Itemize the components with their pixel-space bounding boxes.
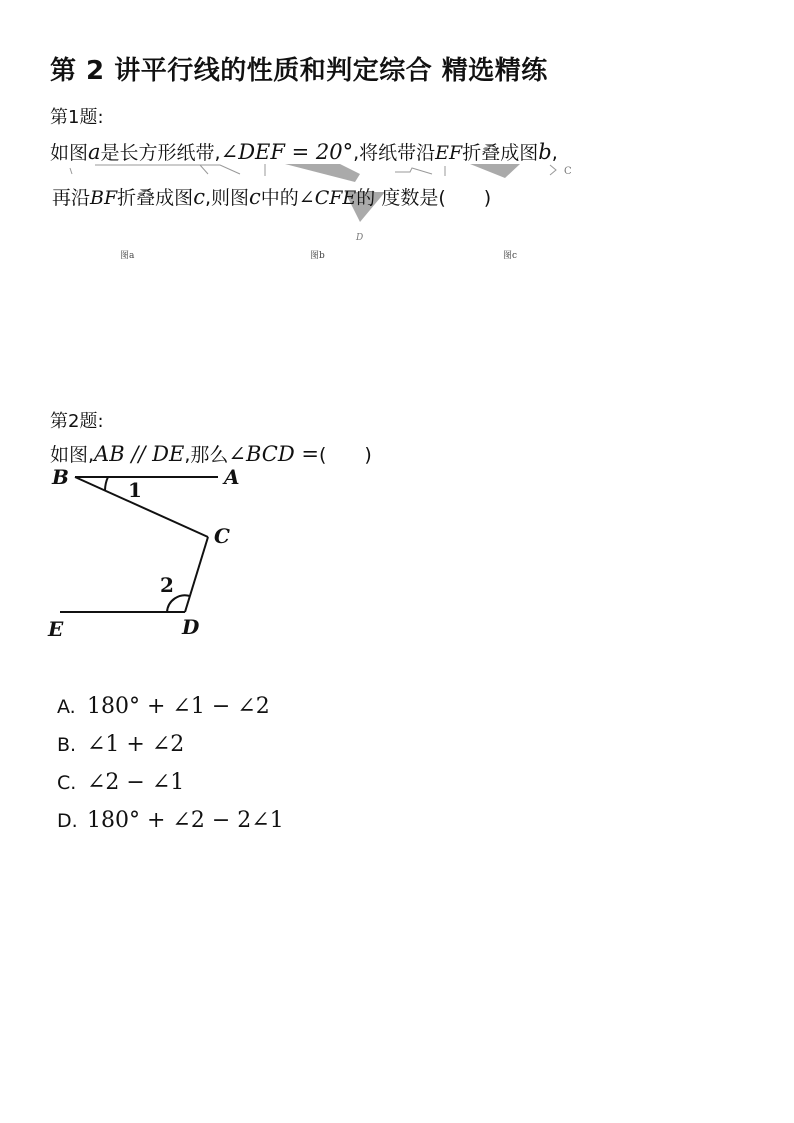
q1-text: 的 度数是( ) (356, 187, 492, 209)
q1-caption-c: 图c (503, 251, 518, 261)
q2-text: ,那么 (184, 444, 229, 466)
option-c[interactable] (57, 770, 184, 795)
option-c-expr: ∠2 − ∠1 (87, 770, 185, 795)
angle-1-label: 1 (128, 478, 142, 502)
option-d-letter: D. (57, 810, 78, 832)
point-d-label: D (182, 615, 200, 639)
q1-fold-triangle-b (285, 164, 360, 182)
q2-geometry-figure (40, 462, 270, 642)
q1-var-ef: EF (435, 142, 463, 164)
angle-1-arc (105, 477, 108, 490)
q1-text: 是长方形纸带, (100, 142, 221, 164)
q1-text: ,将纸带沿 (353, 142, 436, 164)
q1-fig-label-d: D (356, 233, 364, 243)
option-b-letter: B. (57, 734, 77, 756)
q2-parallel: AB // DE (94, 442, 185, 466)
q2-text: ( ) (318, 444, 372, 466)
q1-text: ,则图 (204, 187, 249, 209)
segment-cd (185, 537, 208, 612)
question-2-label: 第2题: (50, 411, 104, 432)
q1-text: , (551, 142, 558, 164)
q1-var-a: a (88, 140, 101, 164)
q1-var-c2: c (249, 185, 261, 209)
q1-caption-a: 图a (120, 251, 135, 261)
q1-angle-cfe: ∠CFE (298, 187, 357, 209)
point-e-label: E (48, 617, 64, 641)
q1-var-c: c (193, 185, 205, 209)
option-a-expr: 180° + ∠1 − ∠2 (87, 694, 270, 719)
q1-caption-b: 图b (310, 251, 325, 261)
q1-var-bf: BF (90, 187, 118, 209)
option-c-letter: C. (57, 772, 77, 794)
q2-angle-bcd: ∠BCD = (228, 442, 319, 466)
q1-var-b: b (538, 140, 552, 164)
q1-text: 如图 (50, 142, 89, 164)
page-title: 第 2 讲平行线的性质和判定综合 精选精练 (50, 56, 548, 86)
q1-text: 再沿 (52, 187, 91, 209)
q1-text: 中的 (260, 187, 299, 209)
q1-angle-def: ∠DEF = 20° (220, 140, 354, 164)
point-a-label: A (224, 465, 240, 489)
point-b-label: B (52, 465, 69, 489)
option-a-letter: A. (57, 696, 76, 718)
q1-fig-label-c: C (564, 166, 572, 177)
option-a[interactable] (57, 694, 270, 719)
option-b-expr: ∠1 + ∠2 (87, 732, 185, 757)
q1-text: 折叠成图 (117, 187, 194, 209)
q1-text: 折叠成图 (462, 142, 539, 164)
q1-fold-triangle-c (470, 164, 520, 178)
point-c-label: C (214, 524, 230, 548)
question-1-line-2 (52, 183, 491, 210)
question-1-label: 第1题: (50, 107, 104, 128)
angle-2-label: 2 (160, 573, 174, 597)
option-d[interactable] (57, 808, 284, 833)
q2-text: 如图, (50, 444, 95, 466)
option-d-expr: 180° + ∠2 − 2∠1 (87, 808, 284, 833)
option-b[interactable] (57, 732, 184, 757)
